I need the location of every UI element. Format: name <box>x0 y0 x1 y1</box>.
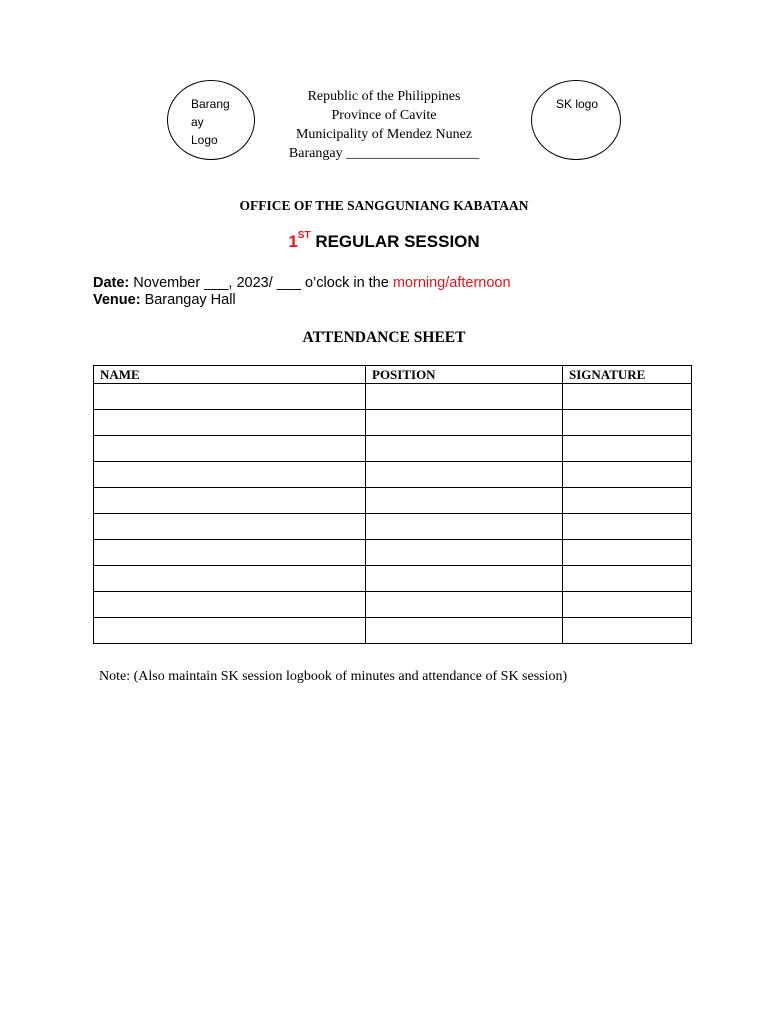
name-cell[interactable] <box>94 618 366 644</box>
republic-line: Republic of the Philippines <box>307 89 461 104</box>
sk-logo-placeholder <box>531 80 621 160</box>
letterhead <box>270 87 498 163</box>
position-cell[interactable] <box>366 566 563 592</box>
signature-cell[interactable] <box>563 514 692 540</box>
position-cell[interactable] <box>366 384 563 410</box>
municipality-line: Municipality of Mendez Nunez <box>295 127 473 142</box>
table-header-row <box>94 366 692 384</box>
date-label: Date: <box>93 275 130 291</box>
signature-cell[interactable] <box>563 618 692 644</box>
position-cell[interactable] <box>366 514 563 540</box>
attendance-sheet-title: ATTENDANCE SHEET <box>302 329 466 346</box>
barangay-logo-label: Barang ay Logo <box>191 97 230 147</box>
note: Note: (Also maintain SK session logbook of minutes and attendance of SK session) <box>99 669 568 684</box>
table-row <box>94 540 692 566</box>
name-cell[interactable] <box>94 384 366 410</box>
signature-cell[interactable] <box>563 540 692 566</box>
position-cell[interactable] <box>366 462 563 488</box>
signature-cell[interactable] <box>563 436 692 462</box>
table-row <box>94 384 692 410</box>
table-row <box>94 566 692 592</box>
table-row <box>94 462 692 488</box>
venue-label: Venue: <box>93 292 141 308</box>
barangay-line: Barangay ___________________ <box>288 146 480 161</box>
signature-cell[interactable] <box>563 384 692 410</box>
name-cell[interactable] <box>94 488 366 514</box>
position-cell[interactable] <box>366 410 563 436</box>
signature-cell[interactable] <box>563 566 692 592</box>
table-row <box>94 592 692 618</box>
name-cell[interactable] <box>94 592 366 618</box>
position-cell[interactable] <box>366 540 563 566</box>
attendance-table <box>93 365 692 644</box>
venue-line <box>93 292 236 309</box>
name-cell[interactable] <box>94 410 366 436</box>
name-cell[interactable] <box>94 566 366 592</box>
column-header-signature: SIGNATURE <box>563 366 692 384</box>
venue-value: Barangay Hall <box>140 292 236 308</box>
position-cell[interactable] <box>366 592 563 618</box>
date-line <box>93 275 511 292</box>
table-row <box>94 410 692 436</box>
province-line: Province of Cavite <box>331 108 437 123</box>
time-of-day: morning/afternoon <box>392 275 511 291</box>
barangay-logo-placeholder <box>167 80 255 160</box>
session-heading <box>0 232 768 252</box>
date-value: November ___, 2023/ ___ o’clock in the <box>129 275 393 291</box>
session-ordinal: 1ST <box>288 230 311 251</box>
name-cell[interactable] <box>94 436 366 462</box>
sk-logo-label: SK logo <box>556 97 599 111</box>
signature-cell[interactable] <box>563 410 692 436</box>
office-heading: OFFICE OF THE SANGGUNIANG KABATAAN <box>239 198 529 213</box>
table-row <box>94 488 692 514</box>
signature-cell[interactable] <box>563 462 692 488</box>
name-cell[interactable] <box>94 540 366 566</box>
attendance-table-body <box>94 384 692 644</box>
column-header-name: NAME <box>94 366 366 384</box>
table-row <box>94 514 692 540</box>
signature-cell[interactable] <box>563 488 692 514</box>
name-cell[interactable] <box>94 462 366 488</box>
table-row <box>94 436 692 462</box>
column-header-position: POSITION <box>366 366 563 384</box>
position-cell[interactable] <box>366 488 563 514</box>
position-cell[interactable] <box>366 436 563 462</box>
table-row <box>94 618 692 644</box>
position-cell[interactable] <box>366 618 563 644</box>
signature-cell[interactable] <box>563 592 692 618</box>
session-title: REGULAR SESSION <box>315 232 480 251</box>
name-cell[interactable] <box>94 514 366 540</box>
